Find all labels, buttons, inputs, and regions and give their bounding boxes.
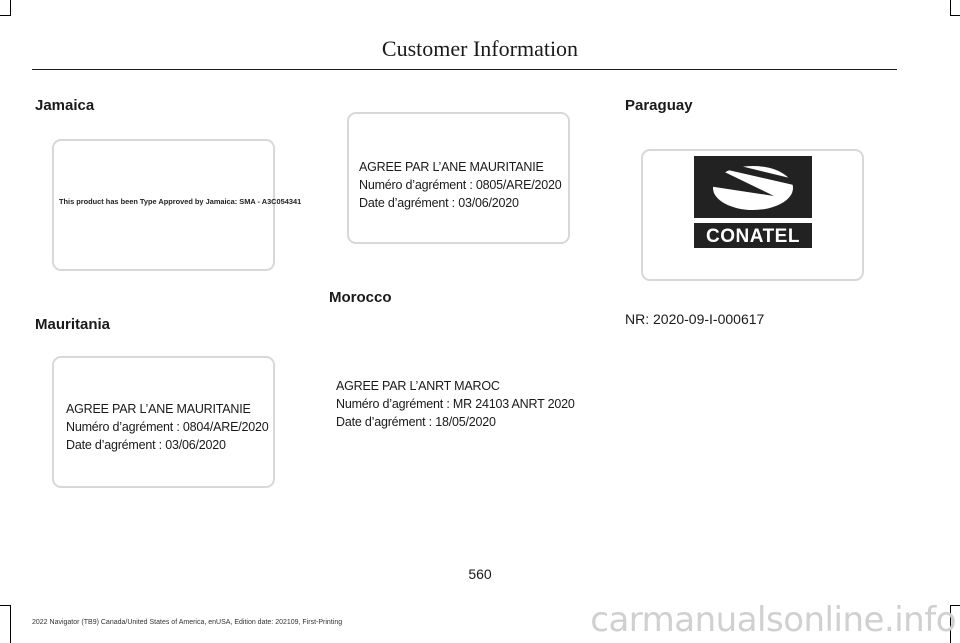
mauritania-second-line-3: Date d’agrément : 03/06/2020 bbox=[359, 196, 519, 210]
mauritania-heading: Mauritania bbox=[35, 316, 111, 333]
mauritania-line-2: Numéro d’agrément : 0804/ARE/2020 bbox=[66, 420, 269, 434]
mauritania-line-3: Date d’agrément : 03/06/2020 bbox=[66, 438, 226, 452]
header-rule bbox=[32, 69, 897, 70]
watermark: carmanualsonline.info bbox=[590, 600, 956, 640]
crop-mark-bottom-left-h bbox=[0, 605, 11, 606]
mauritania-line-1: AGREE PAR L’ANE MAURITANIE bbox=[66, 402, 251, 416]
edition-footer: 2022 Navigator (TB9) Canada/United States of America, enUSA, Edition date: 202109, First-Printing bbox=[32, 619, 343, 626]
mauritania-label-box bbox=[52, 356, 275, 488]
morocco-line-1: AGREE PAR L’ANRT MAROC bbox=[336, 379, 500, 393]
jamaica-heading: Jamaica bbox=[35, 97, 95, 114]
mauritania-second-line-2: Numéro d’agrément : 0805/ARE/2020 bbox=[359, 178, 562, 192]
morocco-label bbox=[336, 377, 575, 431]
jamaica-label-text: This product has been Type Approved by Jamaica: SMA - A3C054341 bbox=[59, 197, 302, 206]
mauritania-label bbox=[66, 400, 269, 454]
crop-mark-top-left bbox=[10, 0, 11, 16]
jamaica-label-box bbox=[52, 139, 302, 271]
page-title: Customer Information bbox=[381, 36, 579, 61]
mauritania-second-label bbox=[359, 158, 562, 212]
morocco-line-3: Date d’agrément : 18/05/2020 bbox=[336, 415, 496, 429]
morocco-line-2: Numéro d’agrément : MR 24103 ANRT 2020 bbox=[336, 397, 575, 411]
paraguay-heading: Paraguay bbox=[625, 97, 693, 114]
conatel-logo-text: CONATEL bbox=[706, 226, 800, 247]
paraguay-registration: NR: 2020-09-I-000617 bbox=[625, 311, 765, 327]
mauritania-second-line-1: AGREE PAR L’ANE MAURITANIE bbox=[359, 160, 544, 174]
mauritania-second-label-box bbox=[347, 112, 570, 244]
morocco-heading: Morocco bbox=[329, 289, 392, 306]
crop-mark-top-right-h bbox=[950, 15, 960, 16]
crop-mark-bottom-left bbox=[10, 605, 11, 643]
page-number: 560 bbox=[468, 566, 492, 582]
crop-mark-top-left-h bbox=[0, 15, 11, 16]
crop-mark-top-right bbox=[950, 0, 951, 16]
conatel-logo-icon bbox=[694, 156, 812, 248]
